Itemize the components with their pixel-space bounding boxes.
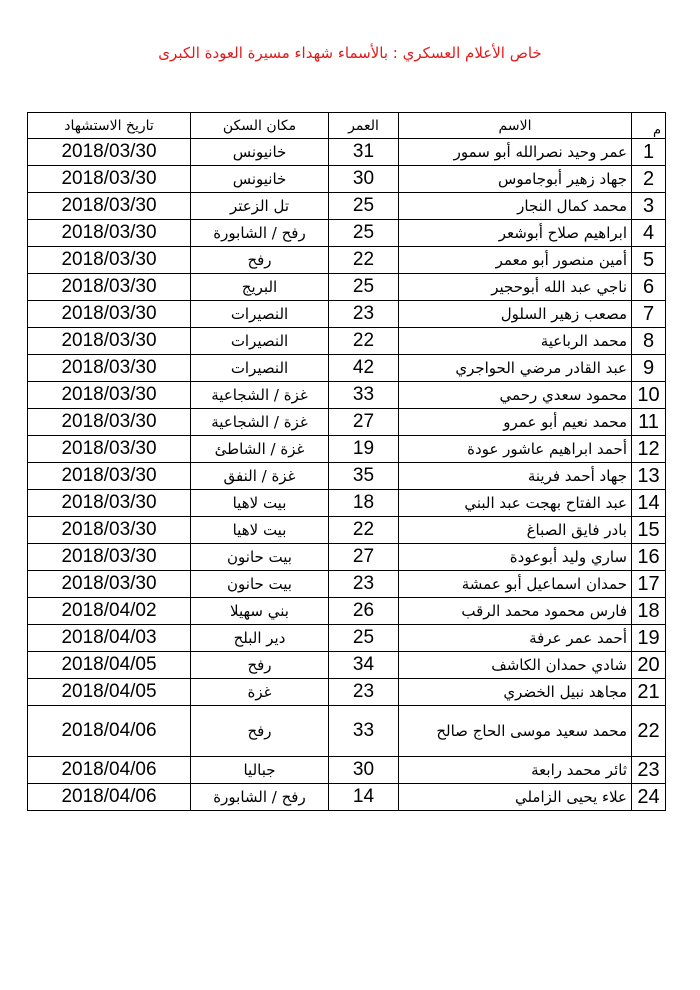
table-row <box>28 247 666 274</box>
table-row <box>28 436 666 463</box>
row-name: جهاد أحمد فرينة <box>399 463 632 490</box>
row-number: 16 <box>632 544 666 571</box>
row-name: محمد نعيم أبو عمرو <box>399 409 632 436</box>
row-name: ثائر محمد رابعة <box>399 757 632 784</box>
table-row <box>28 784 666 811</box>
row-age: 33 <box>329 706 399 757</box>
table-row <box>28 220 666 247</box>
row-name: فارس محمود محمد الرقب <box>399 598 632 625</box>
row-age: 18 <box>329 490 399 517</box>
row-residence: النصيرات <box>191 328 329 355</box>
row-residence: بيت حانون <box>191 544 329 571</box>
row-number: 18 <box>632 598 666 625</box>
row-age: 25 <box>329 625 399 652</box>
row-number: 10 <box>632 382 666 409</box>
row-number: 8 <box>632 328 666 355</box>
row-residence: بيت لاهيا <box>191 490 329 517</box>
header-residence: مكان السكن <box>191 113 329 139</box>
row-age: 22 <box>329 328 399 355</box>
header-age: العمر <box>329 113 399 139</box>
row-date: 2018/04/06 <box>28 757 191 784</box>
row-age: 34 <box>329 652 399 679</box>
row-residence: رفح / الشابورة <box>191 220 329 247</box>
row-name: ابراهيم صلاح أبوشعر <box>399 220 632 247</box>
table-row <box>28 463 666 490</box>
row-age: 19 <box>329 436 399 463</box>
row-name: محمد سعيد موسى الحاج صالح <box>399 706 632 757</box>
row-age: 25 <box>329 220 399 247</box>
row-name: شادي حمدان الكاشف <box>399 652 632 679</box>
row-number: 7 <box>632 301 666 328</box>
row-age: 31 <box>329 139 399 166</box>
row-age: 27 <box>329 544 399 571</box>
header-number: م <box>632 113 666 139</box>
row-name: عبد القادر مرضي الحواجري <box>399 355 632 382</box>
table-row <box>28 757 666 784</box>
row-name: بادر فايق الصباغ <box>399 517 632 544</box>
row-name: عمر وحيد نصرالله أبو سمور <box>399 139 632 166</box>
header-date: تاريخ الاستشهاد <box>28 113 191 139</box>
table-row <box>28 544 666 571</box>
header-name: الاسم <box>399 113 632 139</box>
table-row <box>28 409 666 436</box>
row-date: 2018/03/30 <box>28 436 191 463</box>
row-number: 12 <box>632 436 666 463</box>
row-residence: غزة / النفق <box>191 463 329 490</box>
table-row <box>28 679 666 706</box>
row-number: 23 <box>632 757 666 784</box>
row-number: 15 <box>632 517 666 544</box>
document-title: خاص الأعلام العسكري : بالأسماء شهداء مسيرة العودة الكبرى <box>158 44 542 62</box>
row-number: 24 <box>632 784 666 811</box>
row-date: 2018/04/05 <box>28 679 191 706</box>
table-row <box>28 382 666 409</box>
row-residence: غزة / الشاطئ <box>191 436 329 463</box>
row-residence: خانيونس <box>191 139 329 166</box>
row-date: 2018/03/30 <box>28 490 191 517</box>
row-date: 2018/03/30 <box>28 328 191 355</box>
row-date: 2018/03/30 <box>28 382 191 409</box>
row-age: 23 <box>329 571 399 598</box>
row-number: 13 <box>632 463 666 490</box>
row-date: 2018/03/30 <box>28 544 191 571</box>
row-name: علاء يحيى الزاملي <box>399 784 632 811</box>
row-residence: غزة / الشجاعية <box>191 382 329 409</box>
row-name: مجاهد نبيل الخضري <box>399 679 632 706</box>
table-row <box>28 571 666 598</box>
row-residence: النصيرات <box>191 355 329 382</box>
row-number: 14 <box>632 490 666 517</box>
row-number: 17 <box>632 571 666 598</box>
row-date: 2018/03/30 <box>28 274 191 301</box>
row-date: 2018/03/30 <box>28 409 191 436</box>
row-name: أمين منصور أبو معمر <box>399 247 632 274</box>
row-residence: غزة <box>191 679 329 706</box>
row-number: 4 <box>632 220 666 247</box>
row-age: 30 <box>329 166 399 193</box>
row-residence: رفح <box>191 652 329 679</box>
row-number: 11 <box>632 409 666 436</box>
row-age: 42 <box>329 355 399 382</box>
row-number: 22 <box>632 706 666 757</box>
row-age: 25 <box>329 193 399 220</box>
row-name: حمدان اسماعيل أبو عمشة <box>399 571 632 598</box>
row-residence: غزة / الشجاعية <box>191 409 329 436</box>
table-header-row <box>28 113 666 139</box>
table-row <box>28 328 666 355</box>
row-date: 2018/04/05 <box>28 652 191 679</box>
row-date: 2018/03/30 <box>28 463 191 490</box>
row-date: 2018/03/30 <box>28 193 191 220</box>
row-number: 1 <box>632 139 666 166</box>
table-row <box>28 517 666 544</box>
table-row <box>28 166 666 193</box>
row-residence: دير البلح <box>191 625 329 652</box>
row-age: 23 <box>329 301 399 328</box>
row-name: مصعب زهير السلول <box>399 301 632 328</box>
table-row <box>28 625 666 652</box>
row-age: 22 <box>329 247 399 274</box>
row-date: 2018/04/03 <box>28 625 191 652</box>
row-age: 25 <box>329 274 399 301</box>
row-residence: بيت لاهيا <box>191 517 329 544</box>
table-row <box>28 652 666 679</box>
row-date: 2018/03/30 <box>28 220 191 247</box>
row-residence: رفح <box>191 247 329 274</box>
row-age: 33 <box>329 382 399 409</box>
row-residence: رفح <box>191 706 329 757</box>
row-date: 2018/04/02 <box>28 598 191 625</box>
table-row <box>28 490 666 517</box>
row-age: 26 <box>329 598 399 625</box>
row-age: 30 <box>329 757 399 784</box>
row-name: محمد كمال النجار <box>399 193 632 220</box>
row-residence: بيت حانون <box>191 571 329 598</box>
row-name: عبد الفتاح بهجت عبد البني <box>399 490 632 517</box>
row-residence: خانيونس <box>191 166 329 193</box>
row-name: جهاد زهير أبوجاموس <box>399 166 632 193</box>
row-age: 14 <box>329 784 399 811</box>
row-date: 2018/03/30 <box>28 247 191 274</box>
row-number: 20 <box>632 652 666 679</box>
table-row <box>28 355 666 382</box>
row-number: 5 <box>632 247 666 274</box>
table-row <box>28 139 666 166</box>
row-number: 21 <box>632 679 666 706</box>
row-number: 19 <box>632 625 666 652</box>
row-name: أحمد ابراهيم عاشور عودة <box>399 436 632 463</box>
row-residence: بني سهيلا <box>191 598 329 625</box>
row-date: 2018/03/30 <box>28 166 191 193</box>
row-age: 35 <box>329 463 399 490</box>
row-name: أحمد عمر عرفة <box>399 625 632 652</box>
table-row <box>28 301 666 328</box>
row-residence: جباليا <box>191 757 329 784</box>
row-name: محمود سعدي رحمي <box>399 382 632 409</box>
table-row <box>28 274 666 301</box>
row-date: 2018/03/30 <box>28 355 191 382</box>
row-date: 2018/03/30 <box>28 571 191 598</box>
table-row <box>28 193 666 220</box>
row-number: 9 <box>632 355 666 382</box>
row-date: 2018/04/06 <box>28 706 191 757</box>
row-age: 22 <box>329 517 399 544</box>
row-age: 23 <box>329 679 399 706</box>
row-residence: تل الزعتر <box>191 193 329 220</box>
row-residence: رفح / الشابورة <box>191 784 329 811</box>
row-date: 2018/03/30 <box>28 301 191 328</box>
row-name: محمد الرباعية <box>399 328 632 355</box>
row-name: ساري وليد أبوعودة <box>399 544 632 571</box>
table-row <box>28 706 666 757</box>
table-row <box>28 598 666 625</box>
row-residence: البريج <box>191 274 329 301</box>
row-date: 2018/03/30 <box>28 139 191 166</box>
row-number: 3 <box>632 193 666 220</box>
row-date: 2018/04/06 <box>28 784 191 811</box>
row-name: ناجي عبد الله أبوحجير <box>399 274 632 301</box>
row-residence: النصيرات <box>191 301 329 328</box>
row-date: 2018/03/30 <box>28 517 191 544</box>
row-number: 2 <box>632 166 666 193</box>
row-number: 6 <box>632 274 666 301</box>
row-age: 27 <box>329 409 399 436</box>
martyrs-table <box>27 112 666 811</box>
